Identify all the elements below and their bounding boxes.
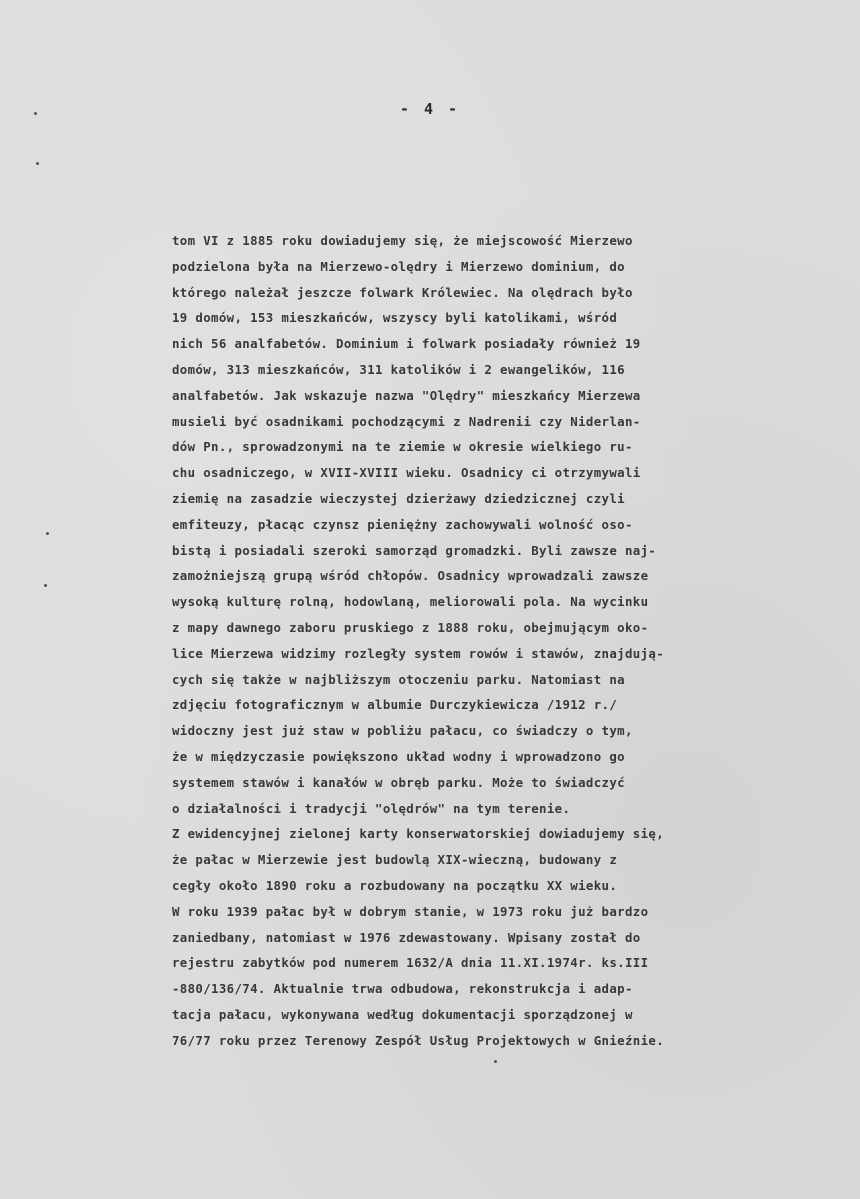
text-line: tom VI z 1885 roku dowiadujemy się, że miejscowość Mierzewo	[172, 233, 633, 248]
text-line: W roku 1939 pałac był w dobrym stanie, w 1973 roku już bardzo	[172, 903, 649, 919]
text-line: zdjęciu fotograficznym w albumie Durczykiewicza /1912 r./	[172, 697, 618, 713]
text-line: podzielona była na Mierzewo-olędry i Mierzewo dominium, do	[172, 258, 625, 274]
text-line: widoczny jest już staw w pobliżu pałacu, co świadczy o tym,	[172, 723, 633, 739]
scan-speck	[34, 112, 37, 115]
scan-speck	[494, 1060, 497, 1063]
text-line: o działalności i tradycji "olędrów" na tym terenie.	[172, 800, 571, 816]
text-line: cych się także w najbliższym otoczeniu parku. Natomiast na	[172, 671, 625, 687]
text-line: z mapy dawnego zaboru pruskiego z 1888 roku, obejmującym oko-	[172, 619, 649, 635]
text-line: zaniedbany, natomiast w 1976 zdewastowany. Wpisany został do	[172, 929, 641, 945]
text-line: zamożniejszą grupą wśród chłopów. Osadnicy wprowadzali zawsze	[172, 568, 649, 584]
text-line: cegły około 1890 roku a rozbudowany na początku XX wieku.	[172, 877, 618, 893]
text-line: rejestru zabytków pod numerem 1632/A dnia 11.XI.1974r. ks.III	[172, 955, 649, 971]
text-line: tacja pałacu, wykonywana według dokumentacji sporządzonej w	[172, 1006, 633, 1022]
text-line: systemem stawów i kanałów w obręb parku. Może to świadczyć	[172, 774, 625, 790]
text-line: nich 56 analfabetów. Dominium i folwark posiadały również 19	[172, 336, 641, 352]
text-line: emfiteuzy, płacąc czynsz pieniężny zachowywali wolność oso-	[172, 516, 633, 532]
scan-speck	[36, 162, 39, 165]
text-line: -880/136/74. Aktualnie trwa odbudowa, rekonstrukcja i adap-	[172, 981, 633, 997]
text-line: musieli być osadnikami pochodzącymi z Nadrenii czy Niderlan-	[172, 413, 641, 429]
text-line: chu osadniczego, w XVII-XVIII wieku. Osadnicy ci otrzymywali	[172, 465, 641, 481]
text-line: Z ewidencyjnej zielonej karty konserwatorskiej dowiadujemy się,	[172, 826, 665, 842]
scan-speck	[44, 584, 47, 587]
body-text	[172, 228, 852, 1054]
text-line: że pałac w Mierzewie jest budowlą XIX-wieczną, budowany z	[172, 852, 618, 868]
text-line: lice Mierzewa widzimy rozległy system rowów i stawów, znajdują-	[172, 645, 665, 661]
scan-speck	[46, 532, 49, 535]
text-line: ziemię na zasadzie wieczystej dzierżawy dziedzicznej czyli	[172, 490, 625, 506]
text-line: 19 domów, 153 mieszkańców, wszyscy byli katolikami, wśród	[172, 310, 618, 326]
text-line: bistą i posiadali szeroki samorząd gromadzki. Byli zawsze naj-	[172, 542, 657, 558]
page-number: - 4 -	[399, 100, 461, 118]
text-line: domów, 313 mieszkańców, 311 katolików i 2 ewangelików, 116	[172, 361, 625, 377]
text-line: wysoką kulturę rolną, hodowlaną, meliorowali pola. Na wycinku	[172, 594, 649, 610]
text-line: którego należał jeszcze folwark Królewiec. Na olędrach było	[172, 284, 633, 300]
text-line: 76/77 roku przez Terenowy Zespół Usług Projektowych w Gnieźnie.	[172, 1032, 665, 1048]
text-line: analfabetów. Jak wskazuje nazwa "Olędry" mieszkańcy Mierzewa	[172, 387, 641, 403]
text-line: dów Pn., sprowadzonymi na te ziemie w okresie wielkiego ru-	[172, 439, 633, 455]
text-line: że w międzyczasie powiększono układ wodny i wprowadzono go	[172, 748, 625, 764]
